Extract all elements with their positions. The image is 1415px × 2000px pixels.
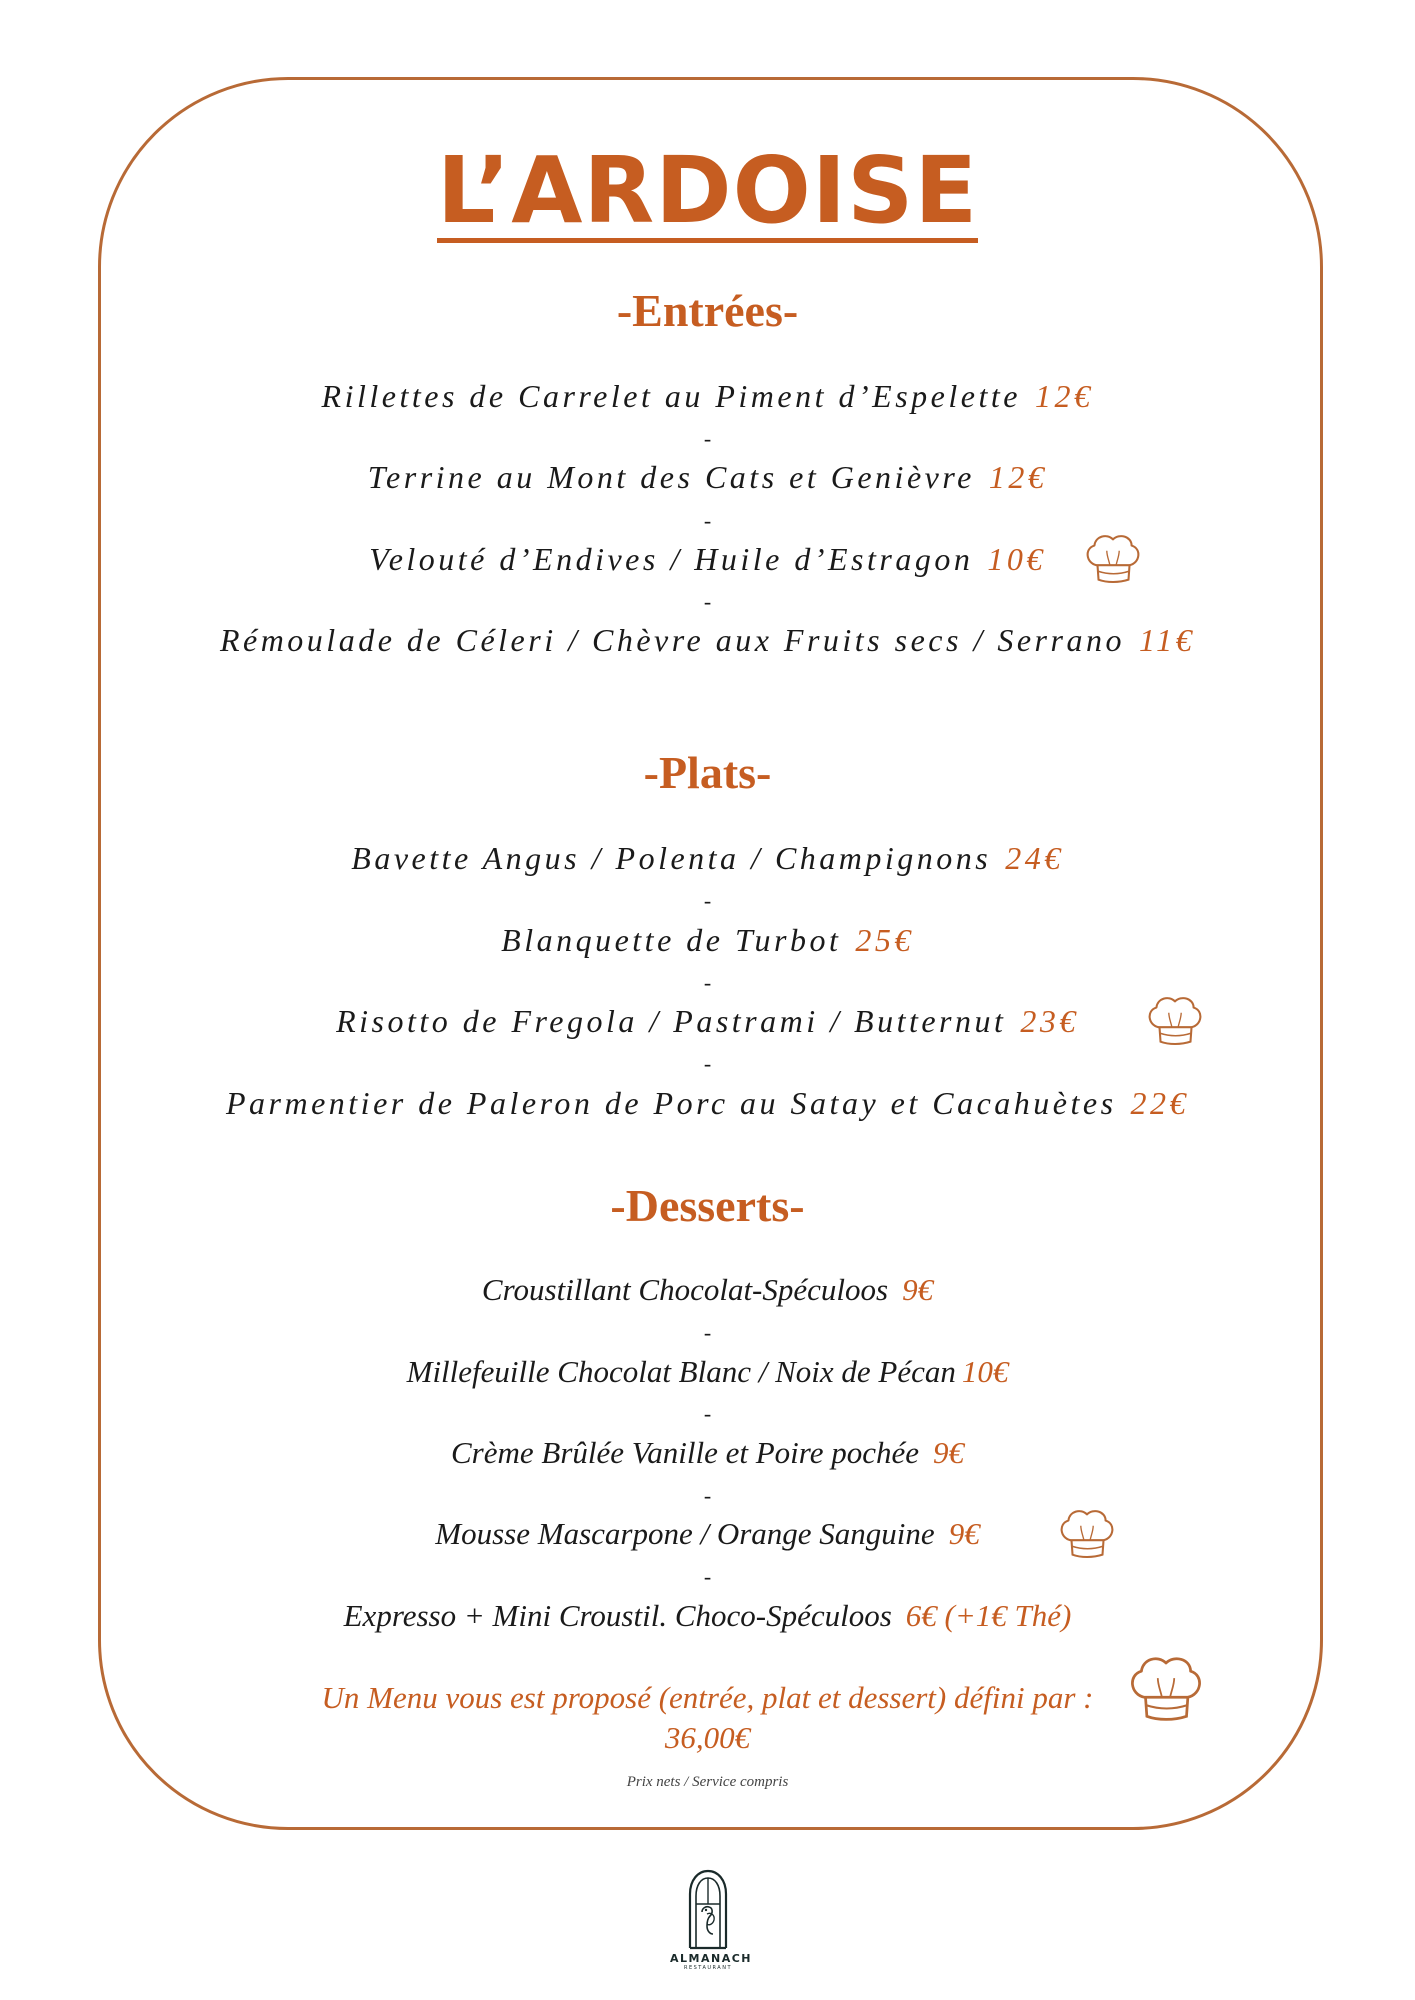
item-price: 6€ (+1€ Thé) — [905, 1598, 1072, 1633]
item-name: Velouté d’Endives / Huile d’Estragon — [369, 541, 974, 577]
item-name: Blanquette de Turbot — [501, 922, 842, 958]
separator-dash: - — [703, 426, 712, 451]
arch-window-icon — [685, 1868, 731, 1950]
item-name: Expresso + Mini Croustil. Choco-Spéculoos — [343, 1598, 892, 1633]
item-name: Parmentier de Paleron de Porc au Satay et Cacahuètes — [225, 1085, 1117, 1121]
menu-item-dessert-3 — [0, 1431, 1415, 1475]
item-price: 10€ — [961, 1354, 1009, 1389]
separator-dash: - — [703, 1483, 712, 1508]
section-title-desserts: -Desserts- — [610, 1180, 805, 1231]
menu-item-dessert-5 — [0, 1594, 1415, 1638]
item-price: 9€ — [948, 1516, 980, 1551]
section-title-plats: -Plats- — [643, 747, 772, 798]
menu-offer-price: 36,00€ — [664, 1720, 751, 1755]
menu-offer-line: Un Menu vous est proposé (entrée, plat et dessert) défini par : — [321, 1680, 1094, 1715]
item-name: Millefeuille Chocolat Blanc / Noix de Pécan — [406, 1354, 956, 1389]
menu-item-plat-2 — [0, 918, 1415, 962]
menu-item-plat-4 — [0, 1081, 1415, 1125]
menu-item-dessert-1 — [0, 1268, 1415, 1312]
price-footnote: Prix nets / Service compris — [626, 1774, 789, 1790]
logo-subtitle: RESTAURANT — [683, 1965, 733, 1971]
item-price: 12€ — [1034, 378, 1094, 414]
item-name: Rémoulade de Céleri / Chèvre aux Fruits secs / Serrano — [219, 622, 1125, 658]
item-price: 23€ — [1020, 1003, 1079, 1039]
menu-item-plat-1 — [0, 836, 1415, 880]
item-price: 10€ — [987, 541, 1046, 577]
chef-hat-icon — [1082, 528, 1144, 590]
item-price: 9€ — [902, 1272, 934, 1307]
restaurant-logo — [670, 1868, 752, 1988]
item-price: 22€ — [1130, 1085, 1190, 1121]
item-name: Rillettes de Carrelet au Piment d’Espelette — [321, 378, 1021, 414]
menu-item-entree-2 — [0, 455, 1415, 499]
item-name: Terrine au Mont des Cats et Genièvre — [367, 459, 975, 495]
item-name: Croustillant Chocolat-Spéculoos — [481, 1272, 889, 1307]
chef-hat-icon — [1056, 1503, 1118, 1565]
separator-dash: - — [703, 508, 712, 533]
logo-name: ALMANACH — [670, 1952, 752, 1965]
item-name: Mousse Mascarpone / Orange Sanguine — [435, 1516, 935, 1551]
separator-dash: - — [703, 970, 712, 995]
item-name: Bavette Angus / Polenta / Champignons — [351, 840, 992, 876]
menu-item-entree-1 — [0, 374, 1415, 418]
section-title-entrees: -Entrées- — [616, 285, 799, 336]
item-price: 25€ — [855, 922, 914, 958]
chef-hat-icon — [1125, 1648, 1207, 1730]
item-name: Risotto de Fregola / Pastrami / Butternut — [336, 1003, 1007, 1039]
menu-item-dessert-2 — [0, 1350, 1415, 1394]
separator-dash: - — [703, 1320, 712, 1345]
separator-dash: - — [703, 1401, 712, 1426]
menu-title: L’ARDOISE — [436, 137, 979, 244]
separator-dash: - — [703, 589, 712, 614]
menu-item-entree-4 — [0, 618, 1415, 662]
menu-item-entree-3 — [0, 537, 1415, 581]
separator-dash: - — [703, 1051, 712, 1076]
menu-item-dessert-4 — [0, 1512, 1415, 1556]
separator-dash: - — [703, 1564, 712, 1589]
separator-dash: - — [703, 888, 712, 913]
chef-hat-icon — [1144, 990, 1206, 1052]
item-price: 11€ — [1138, 622, 1196, 658]
item-name: Crème Brûlée Vanille et Poire pochée — [451, 1435, 919, 1470]
item-price: 12€ — [988, 459, 1048, 495]
item-price: 24€ — [1005, 840, 1064, 876]
item-price: 9€ — [933, 1435, 964, 1470]
